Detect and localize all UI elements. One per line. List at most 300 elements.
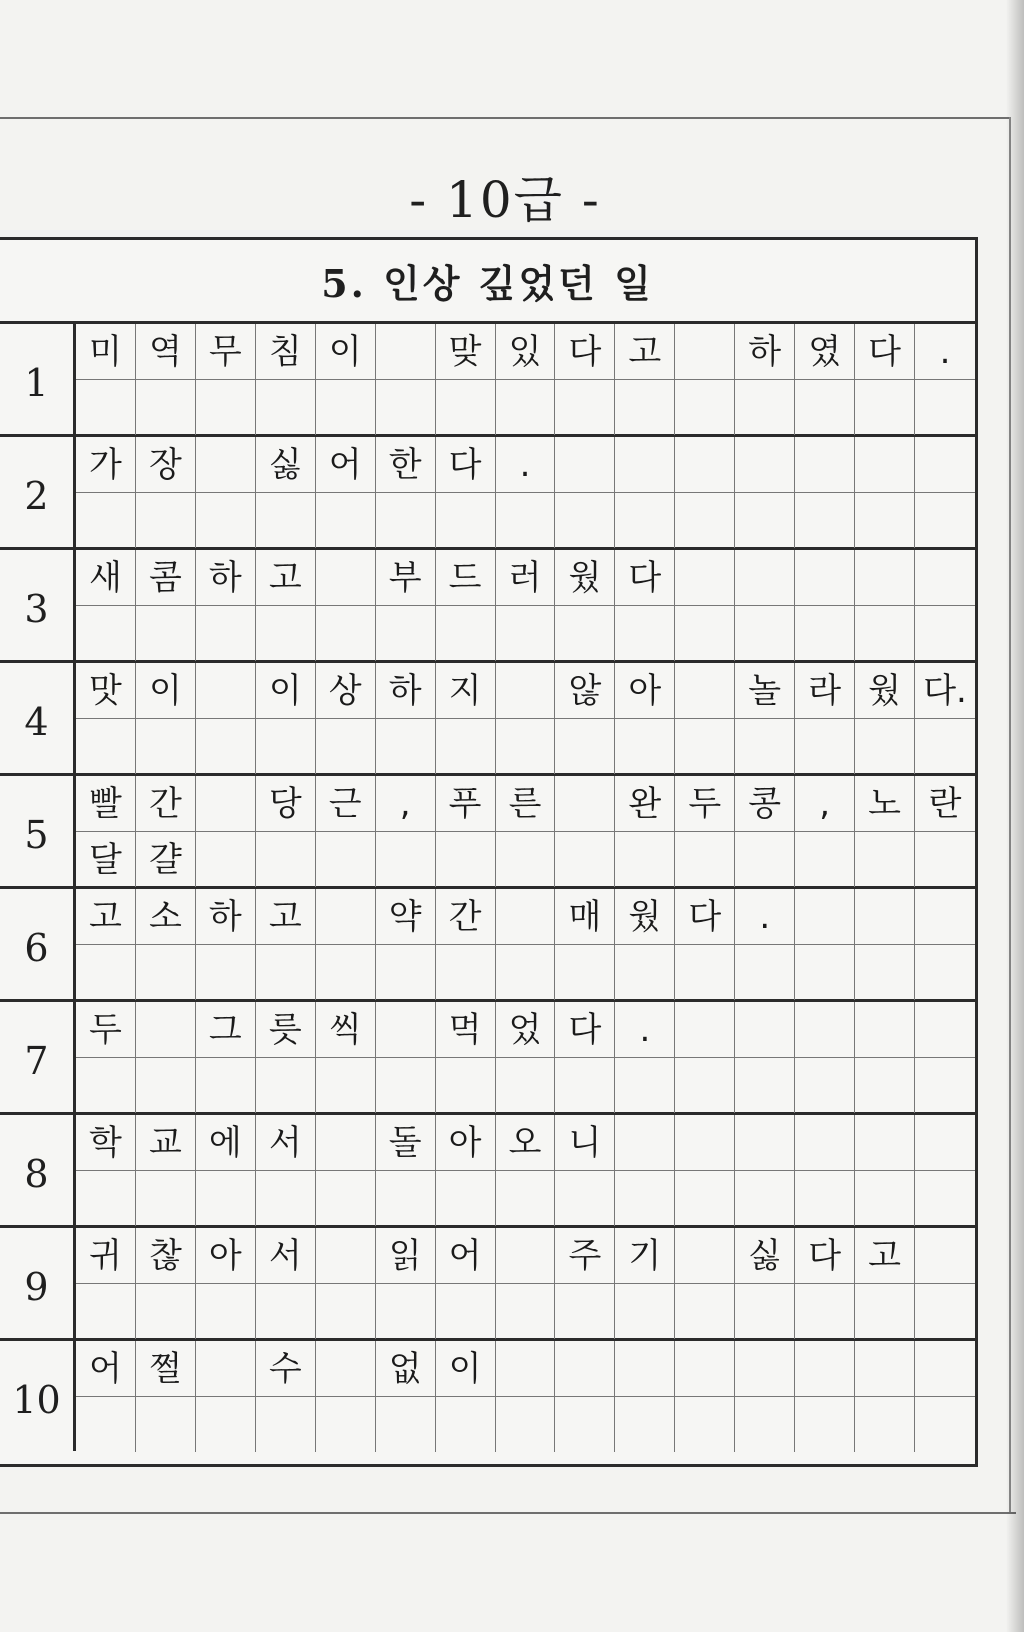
grid-cell bbox=[615, 606, 675, 661]
grid-cell: 러 bbox=[496, 550, 556, 605]
grid-cell: 한 bbox=[376, 437, 436, 492]
grid-cell bbox=[735, 380, 795, 435]
grid-cell bbox=[76, 945, 136, 1000]
grid-cell bbox=[436, 606, 496, 661]
grid-cell bbox=[496, 945, 556, 1000]
manuscript-grid bbox=[76, 1002, 975, 1112]
grid-cell bbox=[136, 1002, 196, 1057]
grid-cell: 였 bbox=[795, 324, 855, 379]
grid-cell bbox=[675, 380, 735, 435]
grid-cell bbox=[855, 550, 915, 605]
grid-cell: 무 bbox=[196, 324, 256, 379]
grid-cell bbox=[196, 663, 256, 718]
grid-cell bbox=[555, 719, 615, 774]
grid-cell: 서 bbox=[256, 1115, 316, 1170]
grid-cell bbox=[735, 1058, 795, 1113]
grid-cell: 읽 bbox=[376, 1228, 436, 1283]
grid-cell bbox=[436, 1058, 496, 1113]
exercise-heading: 5. 인상 깊었던 일 bbox=[0, 240, 975, 324]
grid-cell bbox=[795, 719, 855, 774]
grid-cell bbox=[795, 1058, 855, 1113]
grid-cell: 간 bbox=[136, 776, 196, 831]
level-title: - 10급 - bbox=[409, 171, 601, 229]
grid-cell bbox=[76, 1397, 136, 1452]
grid-line bbox=[76, 718, 975, 774]
grid-cell bbox=[915, 1284, 975, 1339]
grid-cell bbox=[915, 1171, 975, 1226]
grid-cell bbox=[76, 493, 136, 548]
grid-cell bbox=[196, 437, 256, 492]
grid-cell bbox=[735, 1171, 795, 1226]
grid-line bbox=[76, 1170, 975, 1226]
grid-cell bbox=[256, 719, 316, 774]
grid-cell: 약 bbox=[376, 889, 436, 944]
grid-cell: 어 bbox=[316, 437, 376, 492]
grid-cell bbox=[795, 1397, 855, 1452]
grid-cell bbox=[915, 1228, 975, 1283]
grid-line bbox=[76, 663, 975, 718]
grid-cell bbox=[735, 832, 795, 887]
grid-cell: 고 bbox=[615, 324, 675, 379]
grid-line bbox=[76, 776, 975, 831]
grid-cell: 웠 bbox=[615, 889, 675, 944]
row-number: 3 bbox=[0, 550, 76, 660]
grid-cell: 역 bbox=[136, 324, 196, 379]
grid-cell: 달 bbox=[76, 832, 136, 887]
row-number: 9 bbox=[0, 1228, 76, 1338]
grid-line bbox=[76, 1341, 975, 1396]
grid-cell bbox=[316, 832, 376, 887]
grid-cell bbox=[615, 437, 675, 492]
grid-cell bbox=[496, 606, 556, 661]
grid-cell bbox=[316, 1115, 376, 1170]
grid-cell: 콩 bbox=[735, 776, 795, 831]
grid-cell bbox=[735, 493, 795, 548]
grid-cell bbox=[675, 832, 735, 887]
grid-cell bbox=[615, 380, 675, 435]
grid-cell bbox=[256, 1397, 316, 1452]
grid-cell: 고 bbox=[256, 550, 316, 605]
grid-cell bbox=[555, 1397, 615, 1452]
grid-cell bbox=[196, 1171, 256, 1226]
grid-cell: 다 bbox=[555, 324, 615, 379]
grid-cell bbox=[496, 1397, 556, 1452]
grid-cell bbox=[436, 493, 496, 548]
grid-cell bbox=[855, 606, 915, 661]
grid-cell bbox=[256, 380, 316, 435]
grid-cell: 가 bbox=[76, 437, 136, 492]
grid-cell bbox=[376, 606, 436, 661]
grid-cell: 에 bbox=[196, 1115, 256, 1170]
grid-line bbox=[76, 437, 975, 492]
manuscript-grid bbox=[76, 1115, 975, 1225]
grid-cell bbox=[855, 945, 915, 1000]
grid-cell: 당 bbox=[256, 776, 316, 831]
grid-cell: 다 bbox=[795, 1228, 855, 1283]
grid-cell: . bbox=[735, 889, 795, 944]
grid-line bbox=[76, 1283, 975, 1339]
grid-cell: 지 bbox=[436, 663, 496, 718]
grid-cell bbox=[496, 889, 556, 944]
grid-cell bbox=[436, 832, 496, 887]
grid-cell: 있 bbox=[496, 324, 556, 379]
grid-cell: . bbox=[939, 331, 951, 372]
grid-cell bbox=[855, 1058, 915, 1113]
grid-cell bbox=[735, 1341, 795, 1396]
grid-cell bbox=[795, 550, 855, 605]
grid-cell bbox=[76, 1284, 136, 1339]
grid-cell bbox=[915, 1002, 975, 1057]
grid-cell bbox=[196, 945, 256, 1000]
grid-cell: 이 bbox=[436, 1341, 496, 1396]
grid-cell: 아 bbox=[615, 663, 675, 718]
grid-cell bbox=[735, 1115, 795, 1170]
row-number: 4 bbox=[0, 663, 76, 773]
grid-cell: 드 bbox=[436, 550, 496, 605]
grid-line bbox=[76, 379, 975, 435]
grid-cell bbox=[136, 380, 196, 435]
grid-cell bbox=[376, 324, 436, 379]
grid-cell: 다 bbox=[615, 550, 675, 605]
grid-cell bbox=[436, 719, 496, 774]
grid-cell bbox=[675, 1341, 735, 1396]
grid-cell bbox=[855, 380, 915, 435]
grid-cell bbox=[196, 1341, 256, 1396]
grid-cell bbox=[76, 1171, 136, 1226]
writing-sheet bbox=[0, 237, 978, 1467]
grid-cell: 매 bbox=[555, 889, 615, 944]
grid-cell: . bbox=[615, 1002, 675, 1057]
grid-cell: . bbox=[496, 437, 556, 492]
grid-cell: 두 bbox=[675, 776, 735, 831]
grid-cell bbox=[136, 719, 196, 774]
grid-cell bbox=[675, 493, 735, 548]
grid-cell: 쩔 bbox=[136, 1341, 196, 1396]
grid-cell bbox=[795, 493, 855, 548]
grid-cell bbox=[675, 719, 735, 774]
grid-cell bbox=[256, 1171, 316, 1226]
answer-row bbox=[0, 550, 975, 663]
answer-row bbox=[0, 1341, 975, 1454]
grid-cell bbox=[795, 1002, 855, 1057]
grid-cell bbox=[316, 550, 376, 605]
grid-cell bbox=[675, 1002, 735, 1057]
grid-cell bbox=[196, 832, 256, 887]
grid-cell bbox=[615, 1058, 675, 1113]
grid-cell: 완 bbox=[615, 776, 675, 831]
grid-cell: 이 bbox=[136, 663, 196, 718]
grid-cell: 아 bbox=[196, 1228, 256, 1283]
grid-cell: 주 bbox=[555, 1228, 615, 1283]
grid-cell bbox=[735, 550, 795, 605]
row-number: 8 bbox=[0, 1115, 76, 1225]
grid-cell bbox=[615, 1115, 675, 1170]
grid-cell bbox=[915, 889, 975, 944]
grid-cell: 돌 bbox=[376, 1115, 436, 1170]
grid-cell: 맛 bbox=[76, 663, 136, 718]
grid-cell: 노 bbox=[855, 776, 915, 831]
grid-cell bbox=[316, 606, 376, 661]
grid-cell bbox=[256, 832, 316, 887]
grid-cell bbox=[675, 1397, 735, 1452]
grid-cell bbox=[256, 1058, 316, 1113]
manuscript-grid bbox=[76, 550, 975, 660]
grid-cell bbox=[675, 1228, 735, 1283]
grid-line bbox=[76, 889, 975, 944]
grid-cell: 수 bbox=[256, 1341, 316, 1396]
grid-cell bbox=[555, 832, 615, 887]
grid-cell bbox=[316, 493, 376, 548]
grid-cell bbox=[555, 437, 615, 492]
grid-cell bbox=[795, 1284, 855, 1339]
grid-cell bbox=[196, 1284, 256, 1339]
row-number: 10 bbox=[0, 1341, 76, 1451]
grid-cell bbox=[76, 1058, 136, 1113]
grid-cell bbox=[735, 945, 795, 1000]
row-number: 5 bbox=[0, 776, 76, 886]
grid-cell bbox=[675, 1058, 735, 1113]
grid-cell bbox=[496, 1228, 556, 1283]
manuscript-grid bbox=[76, 776, 975, 886]
grid-cell bbox=[915, 945, 975, 1000]
grid-cell bbox=[915, 832, 975, 887]
grid-cell bbox=[795, 832, 855, 887]
grid-cell: 고 bbox=[855, 1228, 915, 1283]
grid-cell: 른 bbox=[496, 776, 556, 831]
grid-cell bbox=[855, 889, 915, 944]
grid-cell: 그 bbox=[196, 1002, 256, 1057]
grid-cell bbox=[555, 606, 615, 661]
grid-cell bbox=[855, 1341, 915, 1396]
grid-cell bbox=[76, 380, 136, 435]
grid-cell: 어 bbox=[76, 1341, 136, 1396]
manuscript-grid bbox=[76, 1228, 975, 1338]
manuscript-grid bbox=[76, 324, 975, 434]
grid-line bbox=[76, 605, 975, 661]
grid-cell bbox=[196, 1397, 256, 1452]
grid-cell bbox=[376, 380, 436, 435]
grid-cell bbox=[675, 663, 735, 718]
grid-cell bbox=[436, 1284, 496, 1339]
grid-cell: 란 bbox=[928, 783, 962, 824]
grid-cell bbox=[855, 1397, 915, 1452]
grid-cell bbox=[675, 1284, 735, 1339]
grid-cell bbox=[436, 380, 496, 435]
grid-cell bbox=[376, 1002, 436, 1057]
page-bottom-rule bbox=[0, 1512, 1016, 1514]
grid-cell bbox=[196, 606, 256, 661]
grid-cell bbox=[496, 1171, 556, 1226]
grid-cell bbox=[436, 1171, 496, 1226]
grid-cell bbox=[555, 493, 615, 548]
grid-cell bbox=[795, 945, 855, 1000]
grid-cell bbox=[615, 1397, 675, 1452]
grid-cell bbox=[436, 1397, 496, 1452]
grid-cell bbox=[795, 1341, 855, 1396]
grid-cell: 다 bbox=[555, 1002, 615, 1057]
grid-cell bbox=[915, 437, 975, 492]
grid-cell bbox=[675, 945, 735, 1000]
grid-cell bbox=[915, 1058, 975, 1113]
grid-cell: 이 bbox=[316, 324, 376, 379]
grid-cell bbox=[795, 1171, 855, 1226]
grid-cell bbox=[196, 776, 256, 831]
grid-cell bbox=[555, 1171, 615, 1226]
grid-cell bbox=[735, 1397, 795, 1452]
grid-cell bbox=[376, 945, 436, 1000]
grid-cell bbox=[855, 832, 915, 887]
grid-cell: 상 bbox=[316, 663, 376, 718]
grid-cell bbox=[675, 606, 735, 661]
answer-row bbox=[0, 776, 975, 889]
grid-cell: 어 bbox=[436, 1228, 496, 1283]
grid-cell bbox=[256, 493, 316, 548]
grid-cell bbox=[855, 437, 915, 492]
grid-cell bbox=[855, 1115, 915, 1170]
grid-cell: 라 bbox=[795, 663, 855, 718]
grid-cell bbox=[256, 606, 316, 661]
grid-cell bbox=[316, 1284, 376, 1339]
grid-cell bbox=[76, 606, 136, 661]
grid-cell bbox=[376, 719, 436, 774]
grid-cell: 근 bbox=[316, 776, 376, 831]
grid-cell bbox=[915, 1397, 975, 1452]
answer-row bbox=[0, 1228, 975, 1341]
grid-cell bbox=[256, 945, 316, 1000]
grid-cell: 싫 bbox=[256, 437, 316, 492]
grid-cell bbox=[915, 380, 975, 435]
page-edge-shadow bbox=[1006, 0, 1024, 1632]
grid-cell bbox=[436, 945, 496, 1000]
manuscript-grid bbox=[76, 437, 975, 547]
grid-cell bbox=[196, 380, 256, 435]
grid-line bbox=[76, 492, 975, 548]
grid-cell bbox=[496, 1341, 556, 1396]
grid-cell: 귀 bbox=[76, 1228, 136, 1283]
grid-cell bbox=[615, 1284, 675, 1339]
grid-cell: 장 bbox=[136, 437, 196, 492]
grid-cell bbox=[316, 1058, 376, 1113]
grid-cell bbox=[136, 493, 196, 548]
grid-cell bbox=[496, 719, 556, 774]
grid-cell: 하 bbox=[196, 550, 256, 605]
grid-cell bbox=[795, 1115, 855, 1170]
grid-cell bbox=[795, 380, 855, 435]
grid-cell bbox=[555, 380, 615, 435]
grid-cell: 않 bbox=[555, 663, 615, 718]
answer-row bbox=[0, 437, 975, 550]
answer-row bbox=[0, 889, 975, 1002]
grid-cell: 하 bbox=[735, 324, 795, 379]
grid-cell bbox=[735, 1284, 795, 1339]
grid-cell bbox=[855, 1284, 915, 1339]
grid-cell bbox=[855, 719, 915, 774]
grid-cell bbox=[615, 945, 675, 1000]
grid-cell: 니 bbox=[555, 1115, 615, 1170]
grid-cell: 두 bbox=[76, 1002, 136, 1057]
grid-cell bbox=[136, 606, 196, 661]
manuscript-grid bbox=[76, 889, 975, 999]
grid-cell: 걀 bbox=[136, 832, 196, 887]
grid-cell bbox=[615, 1171, 675, 1226]
grid-cell bbox=[496, 493, 556, 548]
grid-cell: 다 bbox=[436, 437, 496, 492]
grid-cell bbox=[915, 1341, 975, 1396]
grid-cell bbox=[196, 719, 256, 774]
grid-cell bbox=[376, 832, 436, 887]
grid-cell: 씩 bbox=[316, 1002, 376, 1057]
grid-cell: 교 bbox=[136, 1115, 196, 1170]
grid-line bbox=[76, 324, 975, 379]
grid-cell: 침 bbox=[256, 324, 316, 379]
grid-cell bbox=[855, 1171, 915, 1226]
grid-cell bbox=[136, 1058, 196, 1113]
grid-cell bbox=[136, 945, 196, 1000]
grid-cell bbox=[735, 606, 795, 661]
grid-cell bbox=[795, 606, 855, 661]
grid-cell bbox=[196, 493, 256, 548]
grid-cell bbox=[915, 719, 975, 774]
grid-cell: , bbox=[795, 776, 855, 831]
grid-cell: 었 bbox=[496, 1002, 556, 1057]
grid-cell bbox=[675, 437, 735, 492]
row-number: 2 bbox=[0, 437, 76, 547]
grid-cell bbox=[675, 324, 735, 379]
grid-cell bbox=[855, 1002, 915, 1057]
grid-cell bbox=[376, 1284, 436, 1339]
grid-cell: 학 bbox=[76, 1115, 136, 1170]
grid-line bbox=[76, 1057, 975, 1113]
grid-cell: 새 bbox=[76, 550, 136, 605]
grid-cell bbox=[136, 1171, 196, 1226]
grid-cell: 먹 bbox=[436, 1002, 496, 1057]
grid-cell: 아 bbox=[436, 1115, 496, 1170]
grid-cell: 다. bbox=[923, 670, 967, 711]
grid-cell: 하 bbox=[196, 889, 256, 944]
grid-cell bbox=[496, 380, 556, 435]
manuscript-grid bbox=[76, 663, 975, 773]
grid-cell: 미 bbox=[76, 324, 136, 379]
grid-line bbox=[76, 1396, 975, 1452]
grid-cell: 싫 bbox=[735, 1228, 795, 1283]
grid-cell: 부 bbox=[376, 550, 436, 605]
grid-cell bbox=[136, 1284, 196, 1339]
grid-line bbox=[76, 1115, 975, 1170]
grid-cell: 찮 bbox=[136, 1228, 196, 1283]
grid-cell bbox=[316, 1397, 376, 1452]
grid-cell bbox=[316, 889, 376, 944]
grid-cell: 하 bbox=[376, 663, 436, 718]
row-number: 6 bbox=[0, 889, 76, 999]
grid-cell bbox=[496, 832, 556, 887]
grid-cell: 다 bbox=[855, 324, 915, 379]
grid-cell bbox=[915, 550, 975, 605]
grid-cell bbox=[675, 550, 735, 605]
grid-cell: 웠 bbox=[555, 550, 615, 605]
manuscript-grid bbox=[76, 1341, 975, 1451]
grid-cell: 맞 bbox=[436, 324, 496, 379]
grid-cell bbox=[555, 1284, 615, 1339]
answer-row bbox=[0, 324, 975, 437]
grid-cell bbox=[735, 719, 795, 774]
grid-cell bbox=[316, 380, 376, 435]
grid-cell bbox=[615, 719, 675, 774]
grid-cell: 간 bbox=[436, 889, 496, 944]
grid-cell: , bbox=[376, 776, 436, 831]
grid-cell bbox=[615, 1341, 675, 1396]
grid-cell bbox=[376, 1397, 436, 1452]
grid-line bbox=[76, 944, 975, 1000]
